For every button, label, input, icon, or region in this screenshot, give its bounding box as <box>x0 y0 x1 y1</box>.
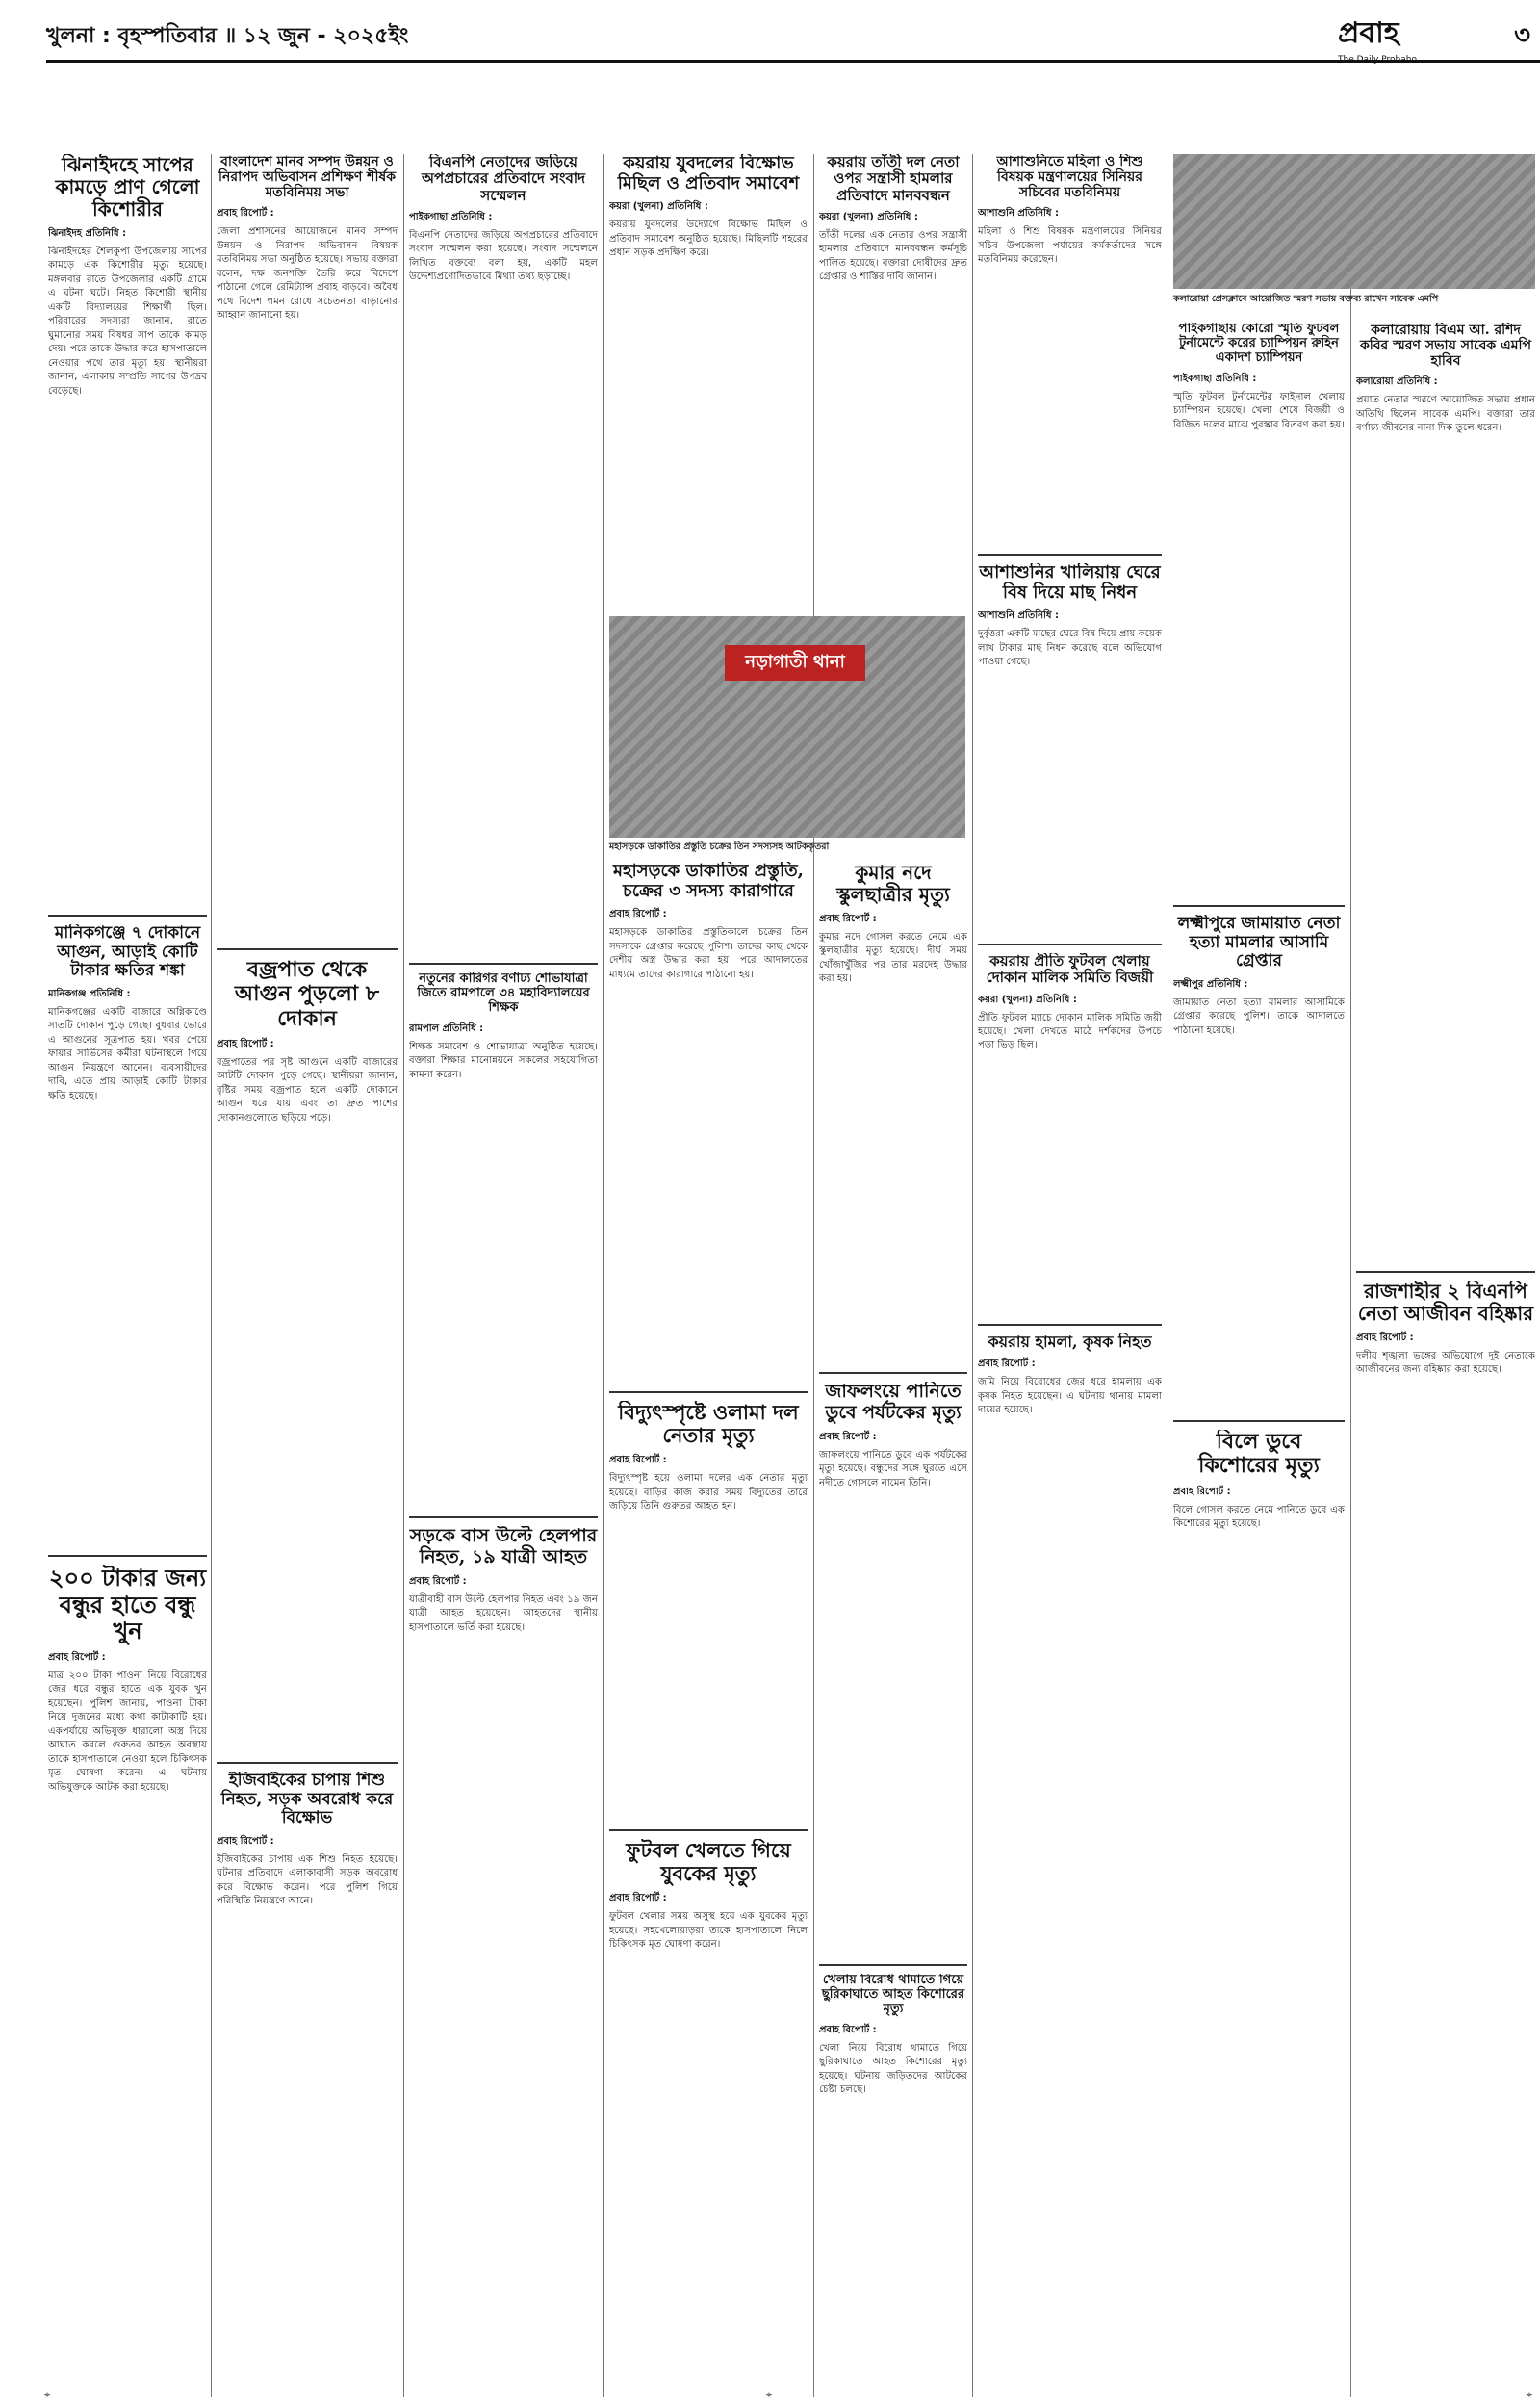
story-body: স্মৃতি ফুটবল টুর্নামেন্টের ফাইনাল খেলায় চ্যাম্পিয়ন হয়েছে। খেলা শেষে বিজয়ী ও বিজিত দলের মাঝে পুরস্কার বিতরণ করা হয়। <box>1173 391 1345 430</box>
story <box>1173 323 1345 900</box>
byline: প্রবাহ রিপোর্ট : <box>1356 1333 1414 1343</box>
story <box>217 1772 398 2393</box>
headline: সড়কে বাস উল্টে হেলপার নিহত, ১৯ যাত্রী আহত <box>409 1526 598 1567</box>
divider <box>819 1964 967 1966</box>
byline: প্রবাহ রিপোর্ট : <box>609 909 667 920</box>
headline: আশাশুনির খালিয়ায় ঘেরে বিষ দিয়ে মাছ নিধন <box>979 563 1161 603</box>
headline: মহাসড়কে ডাকাতির প্রস্তুতি, চক্রের ৩ সদস্য কারাগারে <box>613 862 804 901</box>
headline: কলারোয়ায় বিএম আ. রশিদ কবির স্মরণ সভায় সাবেক এমপি হাবিব <box>1359 323 1532 370</box>
byline: প্রবাহ রিপোর্ট : <box>609 1893 667 1904</box>
story <box>819 862 967 1362</box>
divider <box>48 915 207 917</box>
story <box>1173 1430 1345 2393</box>
story-body: দলীয় শৃঙ্খলা ভঙ্গের অভিযোগে দুই নেতাকে আজীবনের জন্য বহিষ্কার করা হয়েছে। <box>1356 1351 1535 1376</box>
divider <box>609 1829 808 1831</box>
story-body: মাত্র ২০০ টাকা পাওনা নিয়ে বিরোধের জের ধরে বন্ধুর হাতে এক যুবক খুন হয়েছেন। পুলিশ জানায়, পাওনা টাকা নিয়ে দুজনের মধ্যে কথা কাটাকাটি হয়। একপর্যায়ে অভিযুক্ত ধারালো অস্ত্র দিয়ে আঘাত করলে গুরুতর আহত অবস্থায় তাকে হাসপাতালে নেওয়া হলে চিকিৎসক মৃত ঘোষণা করেন। এ ঘটনায় অভিযুক্তকে আটক করা হয়েছে। <box>48 1669 207 1793</box>
headline: কয়রায় প্রীতি ফুটবল খেলায় দোকান মালিক সমিতি বিজয়ী <box>986 953 1154 987</box>
column-rule <box>972 154 973 2397</box>
divider <box>609 1391 808 1393</box>
news-photo <box>1173 154 1535 289</box>
story-body: দুর্বৃত্তরা একটি মাছের ঘেরে বিষ দিয়ে প্রায় কয়েক লাখ টাকার মাছ নিধন করেছে বলে অভিযোগ পাওয়া গেছে। <box>978 629 1162 668</box>
divider <box>1356 1271 1535 1273</box>
column-rule <box>1350 154 1351 2397</box>
photo-texture <box>1173 154 1535 289</box>
divider <box>978 944 1162 945</box>
headline: ইজিবাইকের চাপায় শিশু নিহত, সড়ক অবরোধ করে বিক্ষোভ <box>220 1772 394 1828</box>
divider <box>819 1372 967 1374</box>
story-body: বিলে গোসল করতে নেমে পানিতে ডুবে এক কিশোরের মৃত্যু হয়েছে। <box>1173 1504 1345 1530</box>
story-body: ফুটবল খেলার সময় অসুস্থ হয়ে এক যুবকের মৃত্যু হয়েছে। সহখেলোয়াড়রা তাকে হাসপাতালে নিলে চিকিৎসক মৃত ঘোষণা করেন। <box>609 1911 808 1951</box>
page-header <box>46 10 1540 63</box>
story <box>978 154 1162 549</box>
story-body: কুমার নদে গোসল করতে নেমে এক স্কুলছাত্রীর মৃত্যু হয়েছে। দীর্ঘ সময় খোঁজাখুঁজির পর তার মরদেহ উদ্ধার করা হয়। <box>819 932 967 985</box>
story <box>217 154 398 944</box>
byline: রামপাল প্রতিনিধি : <box>409 1022 484 1034</box>
story-body: জাফলংয়ে পানিতে ডুবে এক পর্যটকের মৃত্যু হয়েছে। বন্ধুদের সঙ্গে ঘুরতে এসে নদীতে গোসলে নামেন তিনি। <box>819 1449 967 1488</box>
byline: কয়রা (খুলনা) প্রতিনিধি : <box>978 994 1077 1005</box>
story <box>609 1839 808 2393</box>
headline: বিদ্যুৎস্পৃষ্টে ওলামা দল নেতার মৃত্যু <box>618 1401 799 1448</box>
story <box>819 154 967 607</box>
headline: বিলে ডুবে কিশোরের মৃত্যু <box>1198 1430 1320 1479</box>
story <box>609 1401 808 1825</box>
story-body: মহিলা ও শিশু বিষয়ক মন্ত্রণালয়ের সিনিয়র সচিব উপজেলা পর্যায়ের কর্মকর্তাদের সঙ্গে মতবিনিময় করেছেন। <box>978 226 1162 266</box>
headline: কয়রায় হামলা, কৃষক নিহত <box>988 1333 1152 1351</box>
headline: পাইকগাছায় কোরো স্মৃতি ফুটবল টুর্নামেন্টে করের চ্যাম্পিয়ন রুহিন একাদশ চ্যাম্পিয়ন <box>1178 323 1340 365</box>
byline: মানিকগঞ্জ প্রতিনিধি : <box>48 988 131 999</box>
byline: প্রবাহ রিপোর্ট : <box>819 1431 877 1442</box>
story-body: প্রীতি ফুটবল ম্যাচে দোকান মালিক সমিতি জয়ী হয়েছে। খেলা দেখতে মাঠে দর্শকদের উপচে পড়া ভিড় ছিল। <box>978 1012 1162 1051</box>
story-body: বজ্রপাতের পর সৃষ্ট আগুনে একটি বাজারের আটটি দোকান পুড়ে গেছে। স্থানীয়রা জানান, বৃষ্টির সময় বজ্রপাত হলে একটি দোকানে আগুন ধরে যায় এবং তা দ্রুত পাশের দোকানগুলোতে ছড়িয়ে পড়ে। <box>217 1056 398 1124</box>
story-body: প্রয়াত নেতার স্মরণে আয়োজিত সভায় প্রধান অতিথি ছিলেন সাবেক এমপি। বক্তারা তার বর্ণাঢ্য জীবনের নানা দিক তুলে ধরেন। <box>1356 395 1535 434</box>
divider <box>1173 1420 1345 1422</box>
dateline: খুলনা : বৃহস্পতিবার ॥ ১২ জুন - ২০২৫ইং <box>46 24 409 48</box>
headline: বিএনপি নেতাদের জড়িয়ে অপপ্রচারের প্রতিবাদে সংবাদ সম্মেলন <box>421 154 586 204</box>
crop-mark: ⌖ <box>43 2388 51 2401</box>
story-body: মহাসড়কে ডাকাতির প্রস্তুতিকালে চক্রের তিন সদস্যকে গ্রেপ্তার করেছে পুলিশ। তাদের কাছ থেকে দেশীয় অস্ত্র উদ্ধার করা হয়। পরে আদালতের মাধ্যমে তাদের কারাগারে পাঠানো হয়। <box>609 927 808 980</box>
story <box>978 563 1162 939</box>
byline: প্রবাহ রিপোর্ট : <box>217 1835 274 1847</box>
story <box>819 1382 967 1959</box>
column-rule <box>603 154 604 2397</box>
story <box>409 972 598 1512</box>
headline: আশাশুনিতে মহিলা ও শিশু বিষয়ক মন্ত্রণালয়ের সিনিয়র সচিবের মতবিনিময় <box>996 154 1143 201</box>
headline: ২০০ টাকার জন্য বন্ধুর হাতে বন্ধু খুন <box>48 1565 207 1645</box>
byline: প্রবাহ রিপোর্ট : <box>217 208 274 220</box>
story-body: বিএনপি নেতাদের জড়িয়ে অপপ্রচারের প্রতিবাদে সংবাদ সম্মেলন করা হয়েছে। সংবাদ সম্মেলনে লিখিত বক্তব্যে বলা হয়, একটি মহল উদ্দেশ্যপ্রণোদিতভাবে মিথ্যা তথ্য ছড়াচ্ছে। <box>409 229 598 283</box>
headline: নতুনের কারিগর বর্ণাঢ্য শোভাযাত্রা জিতে রামপালে ৩৪ মহাবিদ্যালয়ের শিক্ষক <box>417 972 590 1015</box>
story-body: ইজিবাইকের চাপায় এক শিশু নিহত হয়েছে। ঘটনার প্রতিবাদে এলাকাবাসী সড়ক অবরোধ করে বিক্ষোভ করেন। পরে পুলিশ গিয়ে পরিস্থিতি নিয়ন্ত্রণে আনে। <box>217 1853 398 1907</box>
divider <box>978 1324 1162 1326</box>
masthead-subtitle: The Daily Probaho <box>1338 55 1417 65</box>
story-body: মানিকগঞ্জের একটি বাজারে অগ্নিকাণ্ডে সাতটি দোকান পুড়ে গেছে। বুধবার ভোরে এ আগুনের সূত্রপাত হয়। খবর পেয়ে ফায়ার সার্ভিসের কর্মীরা ঘটনাস্থলে গিয়ে আগুন নিয়ন্ত্রণে আনেন। ব্যবসায়ীদের দাবি, এতে প্রায় আড়াই কোটি টাকার ক্ষতি হয়েছে। <box>48 1006 207 1101</box>
byline: ঝিনাইদহ প্রতিনিধি : <box>48 228 127 239</box>
masthead <box>1338 10 1530 65</box>
divider <box>217 948 398 950</box>
story <box>1356 1281 1535 1954</box>
divider <box>409 1516 598 1518</box>
story <box>48 1565 207 2393</box>
byline: আশাশুনি প্রতিনিধি : <box>978 208 1060 220</box>
headline: ঝিনাইদহে সাপের কামড়ে প্রাণ গেলো কিশোরীর <box>55 154 200 220</box>
story <box>217 958 398 1757</box>
column-rule <box>403 154 404 2397</box>
divider <box>409 963 598 965</box>
divider <box>978 554 1162 556</box>
story <box>48 924 207 1550</box>
story <box>978 1333 1162 2393</box>
page-number: ৩ <box>1514 21 1530 50</box>
story-body: শিক্ষক সমাবেশ ও শোভাযাত্রা অনুষ্ঠিত হয়েছে। বক্তারা শিক্ষার মানোন্নয়নে সকলের সহযোগিতা কামনা করেন। <box>409 1041 598 1080</box>
divider <box>1173 905 1345 907</box>
story <box>48 154 207 915</box>
column-rule <box>211 154 212 2397</box>
story-body: জামায়াত নেতা হত্যা মামলার আসামিকে গ্রেপ্তার করেছে পুলিশ। তাকে আদালতে পাঠানো হয়েছে। <box>1173 996 1345 1036</box>
photo-caption: মহাসড়কে ডাকাতির প্রস্তুতি চক্রের তিন সদস্যসহ আটককৃতরা <box>609 841 830 852</box>
story <box>609 154 808 607</box>
byline: প্রবাহ রিপোর্ট : <box>819 914 877 924</box>
headline: কয়রায় যুবদলের বিক্ষোভ মিছিল ও প্রতিবাদ সমাবেশ <box>617 154 800 194</box>
crop-mark: ⌖ <box>1526 2388 1533 2401</box>
byline: প্রবাহ রিপোর্ট : <box>978 1359 1036 1370</box>
headline: রাজশাহীর ২ বিএনপি নেতা আজীবন বহিষ্কার <box>1357 1281 1534 1325</box>
story <box>609 862 808 1386</box>
byline: প্রবাহ রিপোর্ট : <box>609 1455 667 1466</box>
byline: কলারোয়া প্রতিনিধি : <box>1356 376 1438 388</box>
story <box>409 154 598 953</box>
headline: বাংলাদেশ মানব সম্পদ উন্নয়ন ও নিরাপদ অভিবাসন প্রশিক্ষণ শীর্ষক মতবিনিময় সভা <box>218 154 396 201</box>
byline: আশাশুনি প্রতিনিধি : <box>978 610 1060 622</box>
masthead-logo: প্রবাহ <box>1338 16 1399 50</box>
story-body: খেলা নিয়ে বিরোধ থামাতে গিয়ে ছুরিকাঘাতে আহত কিশোরের মৃত্যু হয়েছে। ঘটনায় জড়িতদের আটকের চেষ্টা চলছে। <box>819 2042 967 2096</box>
byline: কয়রা (খুলনা) প্রতিনিধি : <box>609 201 708 213</box>
crop-mark: ⌖ <box>765 2388 773 2401</box>
story <box>819 1974 967 2393</box>
column-rule <box>813 154 814 2397</box>
byline: প্রবাহ রিপোর্ট : <box>217 1038 274 1049</box>
divider <box>48 1555 207 1557</box>
news-photo <box>609 616 965 838</box>
byline: পাইকগাছা প্রতিনিধি : <box>1173 373 1257 384</box>
headline: কুমার নদে স্কুলছাত্রীর মৃত্যু <box>836 862 950 906</box>
headline: মানিকগঞ্জে ৭ দোকানে আগুন, আড়াই কোটি টাকার ক্ষতির শঙ্কা <box>54 924 201 981</box>
story-body: জমি নিয়ে বিরোধের জের ধরে হামলায় এক কৃষক নিহত হয়েছেন। এ ঘটনায় থানায় মামলা দায়ের হয়েছে। <box>978 1377 1162 1416</box>
story-body: বিদ্যুৎস্পৃষ্ট হয়ে ওলামা দলের এক নেতার মৃত্যু হয়েছে। বাড়ির কাজ করার সময় বিদ্যুতের তারে জড়িয়ে তিনি গুরুতর আহত হন। <box>609 1473 808 1513</box>
story-body: ঝিনাইদহের শৈলকুপা উপজেলায় সাপের কামড়ে এক কিশোরীর মৃত্যু হয়েছে। মঙ্গলবার রাতে উপজেলার একটি গ্রামে এ ঘটনা ঘটে। নিহত কিশোরী স্থানীয় একটি বিদ্যালয়ের শিক্ষার্থী ছিল। পরিবারের সদস্যরা জানান, রাতে ঘুমানোর সময় বিষধর সাপ তাকে কামড় দেয়। পরে তাকে উদ্ধার করে হাসপাতালে নেওয়ার পথে তার মৃত্যু হয়। স্থানীয়রা জানান, এলাকায় সম্প্রতি সাপের উপদ্রব বেড়েছে। <box>48 246 207 397</box>
byline: পাইকগাছা প্রতিনিধি : <box>409 211 493 222</box>
divider <box>217 1762 398 1764</box>
story-body: তাঁতী দলের এক নেতার ওপর সন্ত্রাসী হামলার প্রতিবাদে মানববন্ধন কর্মসূচি পালিত হয়েছে। বক্তারা দোষীদের দ্রুত গ্রেপ্তার ও শাস্তির দাবি জানান। <box>819 229 967 283</box>
story-body: যাত্রীবাহী বাস উল্টে হেলপার নিহত এবং ১৯ জন যাত্রী আহত হয়েছেন। আহতদের স্থানীয় হাসপাতালে ভর্তি করা হয়েছে। <box>409 1593 598 1633</box>
police-station-sign: নড়াগাতী থানা <box>725 645 865 681</box>
headline: ফুটবল খেলতে গিয়ে যুবকের মৃত্যু <box>626 1839 791 1886</box>
headline: কয়রায় তাঁতী দল নেতা ওপর সন্ত্রাসী হামলার প্রতিবাদে মানববন্ধন <box>827 154 960 204</box>
byline: প্রবাহ রিপোর্ট : <box>409 1575 467 1587</box>
story <box>1356 323 1535 900</box>
story <box>978 953 1162 1319</box>
headline: জাফলংয়ে পানিতে ডুবে পর্যটকের মৃত্যু <box>825 1382 962 1423</box>
story-body: জেলা প্রশাসনের আয়োজনে মানব সম্পদ উন্নয়ন ও নিরাপদ অভিবাসন বিষয়ক মতবিনিময় সভা অনুষ্ঠিত হয়েছে। সভায় বক্তারা বলেন, দক্ষ জনশক্তি তৈরি করে বিদেশে পাঠানো গেলে রেমিট্যান্স প্রবাহ বাড়বে। অবৈধ পথে বিদেশ গমন রোধে সচেতনতা বাড়ানোর আহ্বান জানানো হয়। <box>217 226 398 322</box>
headline: বজ্রপাত থেকে আগুন পুড়লো ৮ দোকান <box>234 958 380 1031</box>
photo-caption: কলারোয়া প্রেসক্লাবে আয়োজিত স্মরণ সভায় বক্তব্য রাখেন সাবেক এমপি <box>1173 294 1439 304</box>
story <box>409 1526 598 2393</box>
headline: খেলায় বিরোধ থামাতে গিয়ে ছুরিকাঘাতে আহত কিশোরের মৃত্যু <box>821 1974 965 2016</box>
byline: কয়রা (খুলনা) প্রতিনিধি : <box>819 211 918 222</box>
byline: প্রবাহ রিপোর্ট : <box>48 1651 106 1663</box>
byline: প্রবাহ রিপোর্ট : <box>1173 1486 1231 1497</box>
byline: লক্ষ্মীপুর প্রতিনিধি : <box>1173 978 1248 990</box>
story-body: কয়রায় যুবদলের উদ্যোগে বিক্ষোভ মিছিল ও প্রতিবাদ সমাবেশ অনুষ্ঠিত হয়েছে। মিছিলটি শহরের প্রধান সড়ক প্রদক্ষিণ করে। <box>609 220 808 259</box>
story <box>1173 915 1345 1415</box>
headline: লক্ষ্মীপুরে জামায়াত নেতা হত্যা মামলার আসামি গ্রেপ্তার <box>1177 915 1341 971</box>
byline: প্রবাহ রিপোর্ট : <box>819 2024 877 2035</box>
